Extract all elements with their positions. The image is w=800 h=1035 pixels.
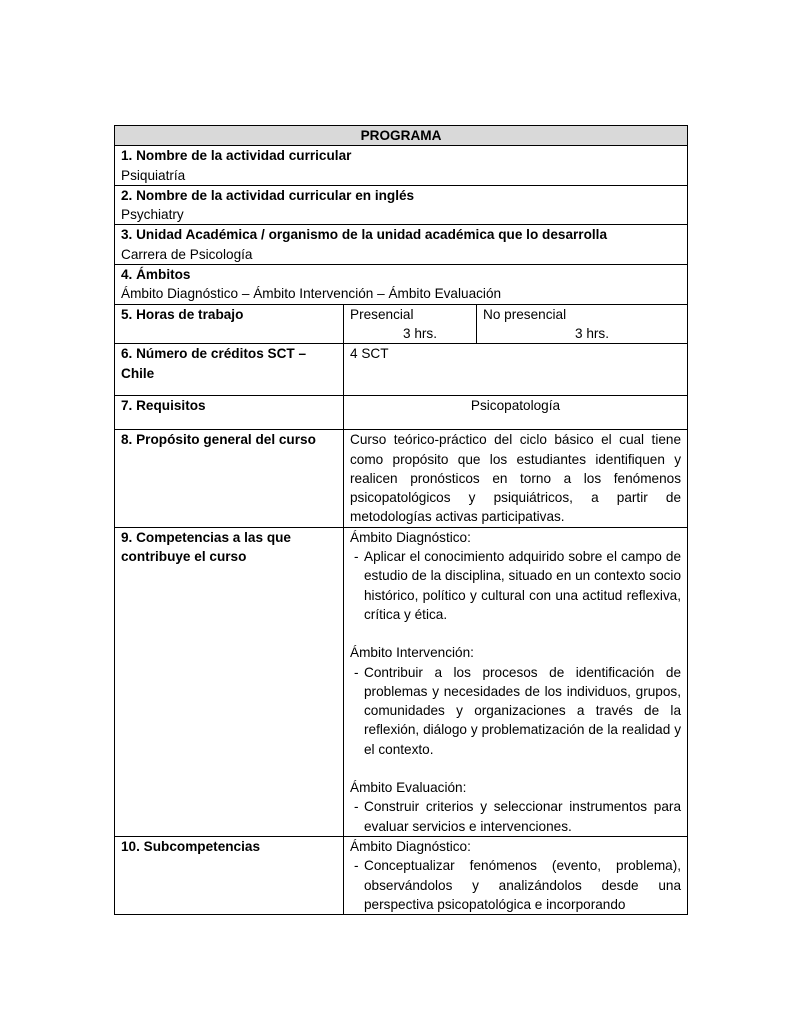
competencias-list [350, 547, 681, 624]
value-ambitos: Ámbito Diagnóstico – Ámbito Intervención – Ámbito Evaluación [121, 286, 502, 302]
value-creditos: 4 SCT [344, 344, 688, 396]
label-competencias: 9. Competencias a las que contribuye el curso [115, 527, 344, 836]
row-creditos [115, 344, 688, 396]
label-creditos: 6. Número de créditos SCT – Chile [115, 344, 344, 396]
value-unidad: Carrera de Psicología [121, 246, 253, 262]
label-nombre-ingles: 2. Nombre de la actividad curricular en inglés [121, 187, 415, 203]
subcompetencias-group-title: Ámbito Diagnóstico: [350, 838, 471, 854]
value-nombre-ingles: Psychiatry [121, 207, 184, 223]
value-requisitos: Psicopatología [344, 396, 688, 430]
subcompetencias-list [350, 856, 681, 914]
no-presencial-value: 3 hrs. [575, 325, 609, 341]
no-presencial-label: No presencial [483, 306, 567, 322]
program-table [114, 125, 688, 915]
label-horas: 5. Horas de trabajo [115, 304, 344, 344]
competencias-list [350, 797, 681, 836]
competencias-group-title: Ámbito Intervención: [350, 645, 474, 661]
row-subcompetencias [115, 836, 688, 914]
label-unidad: 3. Unidad Académica / organismo de la unidad académica que lo desarrolla [121, 227, 608, 243]
label-subcompetencias: 10. Subcompetencias [115, 836, 344, 914]
row-nombre-ingles [115, 185, 688, 225]
label-ambitos: 4. Ámbitos [121, 267, 191, 283]
row-ambitos [115, 265, 688, 305]
row-nombre [115, 146, 688, 186]
header-row [115, 126, 688, 146]
competencias-group-title: Ámbito Evaluación: [350, 780, 467, 796]
value-nombre: Psiquiatría [121, 167, 186, 183]
row-horas [115, 304, 688, 344]
list-item: - Aplicar el conocimiento adquirido sobre el campo de estudio de la disciplina, situado en un contexto socio histórico, político y cultural con una actitud reflexiva, crítica y ética. [350, 547, 681, 624]
list-item: - Contribuir a los procesos de identificación de problemas y necesidades de los individuos, grupos, comunidades y organizaciones a través de la reflexión, diálogo y problematización de la realidad y el contexto. [350, 663, 681, 759]
list-item: - Conceptualizar fenómenos (evento, problema), observándolos y analizándolos desde una perspectiva psicopatológica e incorporando [350, 856, 681, 914]
competencias-list [350, 663, 681, 759]
row-competencias [115, 527, 688, 836]
presencial-value: 3 hrs. [403, 325, 437, 341]
label-requisitos: 7. Requisitos [115, 396, 344, 430]
list-item: - Construir criterios y seleccionar instrumentos para evaluar servicios e intervenciones. [350, 797, 681, 836]
value-proposito: Curso teórico-práctico del ciclo básico el cual tiene como propósito que los estudiantes identifiquen y realicen pronósticos en torno a los fenómenos psicopatológicos y psiquiátricos, a partir de metodologías activas participativas. [344, 430, 688, 527]
table-header: PROGRAMA [115, 126, 688, 146]
row-proposito [115, 430, 688, 527]
label-proposito: 8. Propósito general del curso [115, 430, 344, 527]
row-unidad [115, 225, 688, 265]
label-nombre: 1. Nombre de la actividad curricular [121, 148, 352, 164]
presencial-label: Presencial [350, 306, 414, 322]
competencias-group-title: Ámbito Diagnóstico: [350, 529, 471, 545]
row-requisitos [115, 396, 688, 430]
